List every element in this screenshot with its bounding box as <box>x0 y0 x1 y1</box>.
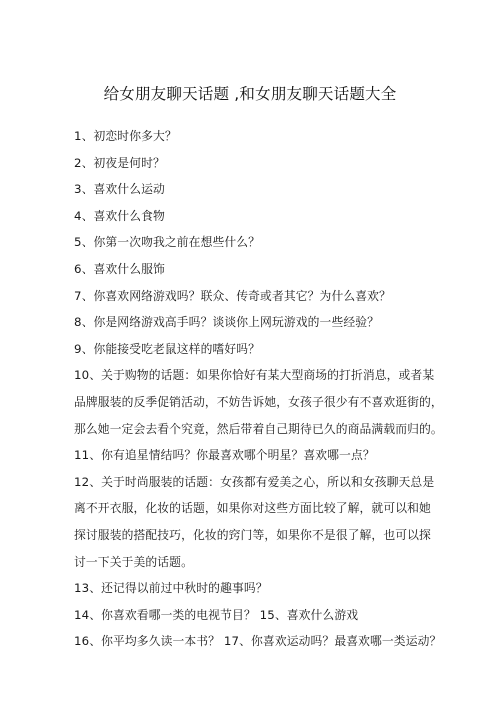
list-item: 2、初夜是何时？ <box>74 155 165 170</box>
page-title: 给女朋友聊天话题 ,和女朋友聊天话题大全 <box>103 85 397 103</box>
list-item-continuation: 品牌服装的反季促销活动，不妨告诉她，女孩子很少有不喜欢逛街的， <box>74 394 443 409</box>
list-item: 6、喜欢什么服饰 <box>74 261 165 276</box>
list-item: 9、你能接受吃老鼠这样的嗜好吗？ <box>74 341 261 356</box>
list-item: 16、你平均多久读一本书？ 17、你喜欢运动吗？最喜欢哪一类运动？ <box>74 634 442 649</box>
list-item: 1、初恋时你多大？ <box>74 129 177 143</box>
list-item: 4、喜欢什么食物 <box>74 208 165 223</box>
list-item: 14、你喜欢看哪一类的电视节目？ 15、喜欢什么游戏 <box>74 607 359 622</box>
list-item: 3、喜欢什么运动 <box>74 182 165 197</box>
list-item: 12、关于时尚服装的话题：女孩都有爱美之心，所以和女孩聊天总是 <box>74 474 435 489</box>
list-item: 5、你第一次吻我之前在想些什么？ <box>74 235 261 250</box>
list-item: 11、你有追星情结吗？你最喜欢哪个明星？喜欢哪一点？ <box>74 448 375 463</box>
list-item-continuation: 离不开衣服，化妆的话题，如果你对这些方面比较了解，就可以和她 <box>74 501 431 516</box>
list-item: 13、还记得以前过中秋时的趣事吗？ <box>74 581 268 596</box>
list-item-continuation: 那么她一定会去看个究竟，然后带着自己期待已久的商品满载而归的。 <box>74 421 443 436</box>
list-item-continuation: 探讨服装的搭配技巧，化妆的窍门等，如果你不是很了解，也可以探 <box>74 527 431 542</box>
list-item: 10、关于购物的话题：如果你恰好有某大型商场的打折消息，或者某 <box>74 368 435 383</box>
list-item: 8、你是网络游戏高手吗？谈谈你上网玩游戏的一些经验？ <box>74 315 380 330</box>
topic-list <box>74 123 443 655</box>
list-item-continuation: 讨一下关于美的话题。 <box>74 554 193 569</box>
list-item: 7、你喜欢网络游戏吗？联众、传奇或者其它？为什么喜欢？ <box>74 288 391 303</box>
